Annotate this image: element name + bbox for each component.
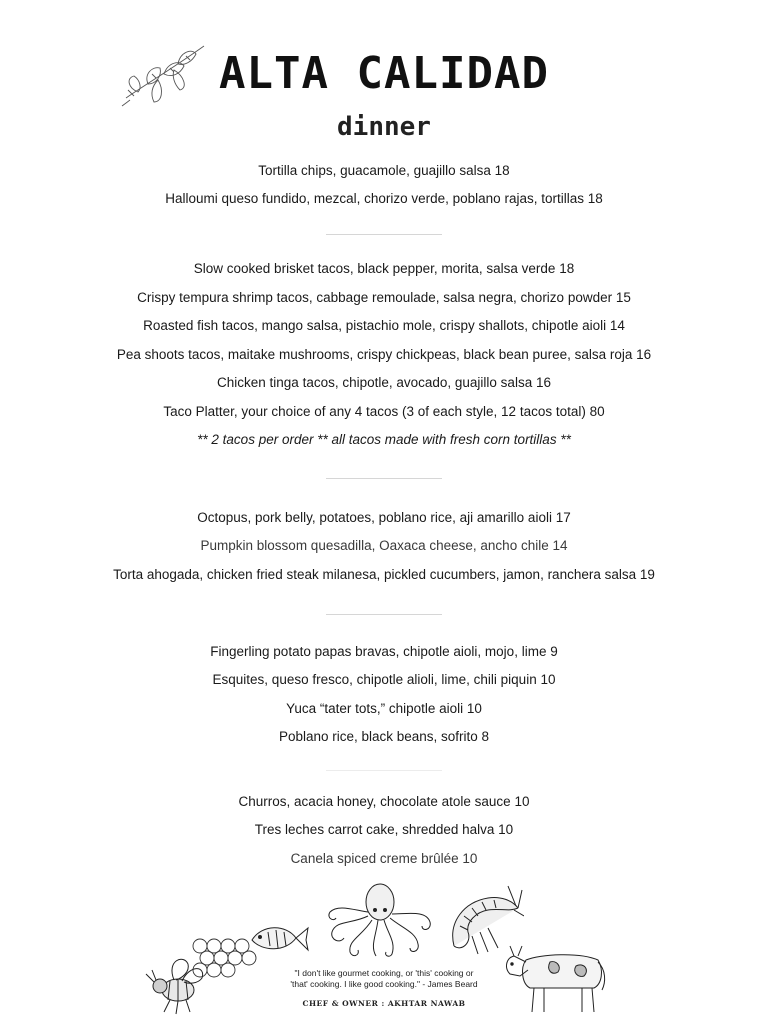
cow-sketch-icon bbox=[500, 940, 608, 1016]
menu-item-poblano-rice: Poblano rice, black beans, sofrito 8 bbox=[278, 729, 490, 744]
menu-item-chicken-tinga-tacos: Chicken tinga tacos, chipotle, avocado, guajillo salsa 16 bbox=[217, 375, 551, 390]
tacos-note: ** 2 tacos per order ** all tacos made with fresh corn tortillas ** bbox=[197, 432, 571, 447]
quote-line-2: 'that' cooking. I like good cooking." - James Beard bbox=[290, 979, 478, 989]
chef-credit: CHEF & OWNER : AKHTAR NAWAB bbox=[302, 999, 466, 1008]
section-divider bbox=[326, 478, 442, 479]
bee-sketch-icon bbox=[140, 950, 210, 1020]
section-divider bbox=[326, 234, 442, 235]
menu-item-churros: Churros, acacia honey, chocolate atole sauce 10 bbox=[238, 794, 530, 809]
restaurant-title: ALTA CALIDAD bbox=[219, 48, 549, 99]
menu-subtitle: dinner bbox=[337, 112, 431, 142]
menu-item-creme-brulee: Canela spiced creme brûlée 10 bbox=[290, 851, 478, 866]
fish-sketch-icon bbox=[246, 918, 310, 958]
section-divider bbox=[326, 614, 442, 615]
menu-item-pumpkin-quesadilla: Pumpkin blossom quesadilla, Oaxaca cheese, ancho chile 14 bbox=[200, 538, 568, 553]
menu-item-octopus: Octopus, pork belly, potatoes, poblano rice, aji amarillo aioli 17 bbox=[197, 510, 571, 525]
menu-item-esquites: Esquites, queso fresco, chipotle alioli, lime, chili piquin 10 bbox=[212, 672, 556, 687]
menu-item-papas-bravas: Fingerling potato papas bravas, chipotle aioli, mojo, lime 9 bbox=[210, 644, 558, 659]
menu-item-brisket-tacos: Slow cooked brisket tacos, black pepper, morita, salsa verde 18 bbox=[193, 261, 575, 276]
menu-item-taco-platter: Taco Platter, your choice of any 4 tacos (3 of each style, 12 tacos total) 80 bbox=[163, 404, 605, 419]
menu-item-fish-tacos: Roasted fish tacos, mango salsa, pistachio mole, crispy shallots, chipotle aioli 14 bbox=[143, 318, 625, 333]
menu-item-tortilla-chips: Tortilla chips, guacamole, guajillo salsa 18 bbox=[258, 163, 510, 178]
menu-item-tres-leches: Tres leches carrot cake, shredded halva 10 bbox=[254, 822, 514, 837]
octopus-sketch-icon bbox=[322, 880, 438, 960]
menu-item-yuca-tots: Yuca “tater tots,” chipotle aioli 10 bbox=[286, 701, 482, 716]
menu-item-halloumi-queso: Halloumi queso fundido, mezcal, chorizo verde, poblano rajas, tortillas 18 bbox=[165, 191, 603, 206]
quote-line-1: "I don't like gourmet cooking, or 'this' cooking or bbox=[294, 968, 474, 978]
menu-item-pea-shoots-tacos: Pea shoots tacos, maitake mushrooms, crispy chickpeas, black bean puree, salsa roja 16 bbox=[116, 347, 652, 362]
section-divider bbox=[326, 770, 442, 771]
menu-item-shrimp-tacos: Crispy tempura shrimp tacos, cabbage remoulade, salsa negra, chorizo powder 15 bbox=[137, 290, 631, 305]
menu-item-torta-ahogada: Torta ahogada, chicken fried steak milanesa, pickled cucumbers, jamon, ranchera salsa 19 bbox=[113, 567, 655, 582]
james-beard-quote bbox=[268, 968, 500, 990]
